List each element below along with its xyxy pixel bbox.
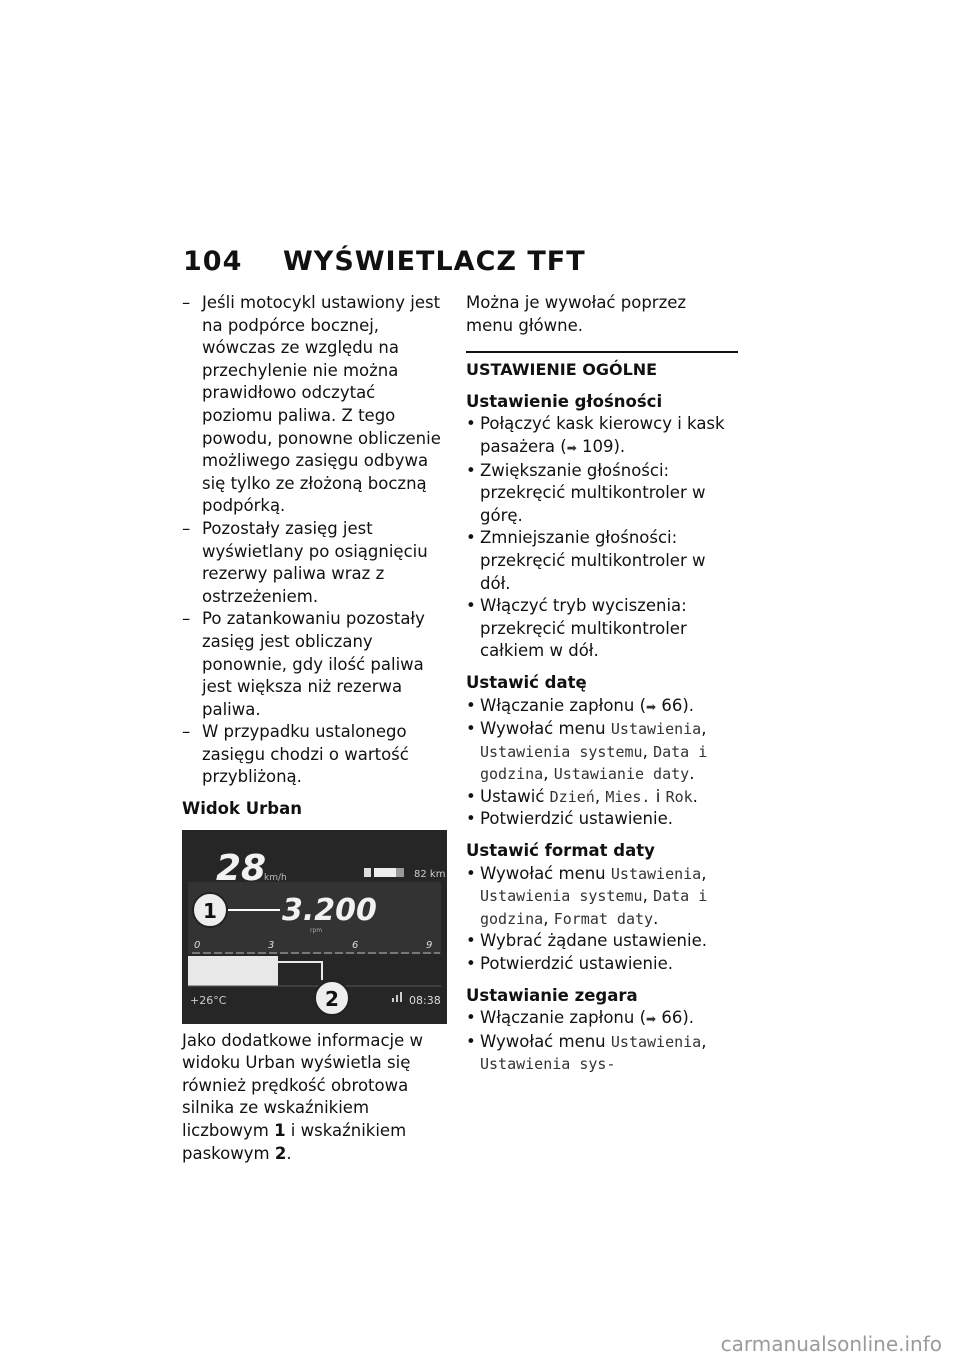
tft-scale-label: 0 bbox=[194, 939, 201, 951]
menu-path: Ustawienia bbox=[610, 864, 702, 883]
left-column bbox=[182, 292, 446, 1165]
tft-speed-unit: km/h bbox=[264, 872, 287, 883]
urban-description: Jako dodatkowe informacje w widoku Urban wyświetla się również prędkość obrotowa silnika ze wskaźnikiem liczbowym 1 i wskaźnikiem paskowym 2. bbox=[182, 1030, 424, 1163]
list-item: • Wywołać menu Ustawienia, Ustawienia systemu, Data i godzina, Format daty. bbox=[466, 863, 708, 928]
svg-text:2: 2 bbox=[325, 986, 339, 1011]
menu-path: Data i godzina bbox=[480, 742, 708, 784]
date-heading: Ustawić datę bbox=[466, 672, 587, 692]
tft-display-image bbox=[182, 830, 447, 1024]
menu-path: Mies. bbox=[605, 787, 651, 806]
menu-path: Ustawianie daty bbox=[553, 765, 690, 784]
page-header bbox=[183, 246, 586, 277]
volume-heading: Ustawienie głośności bbox=[466, 391, 663, 411]
list-item: • Włączanie zapłonu (➡ 66). bbox=[466, 1008, 695, 1028]
fuel-gauge-icon bbox=[364, 868, 404, 877]
list-item: • Połączyć kask kierowcy i kask pasażera (➡ 109). bbox=[466, 414, 725, 456]
list-item: • Ustawić Dzień, Mies. i Rok. bbox=[466, 786, 698, 806]
list-item: – W przypadku ustalonego zasięgu chodzi o wartość przybliżoną. bbox=[182, 722, 409, 787]
list-item: • Potwierdzić ustawienie. bbox=[466, 954, 673, 974]
list-item: – Pozostały zasięg jest wyświetlany po osiągnięciu rezerwy paliwa wraz z ostrzeżeniem. bbox=[182, 518, 428, 606]
page-reference-arrow-icon: ➡ bbox=[646, 699, 657, 714]
menu-path: Ustawienia systemu bbox=[480, 887, 643, 906]
clock-heading: Ustawianie zegara bbox=[466, 985, 638, 1005]
menu-path: Format daty bbox=[553, 909, 654, 928]
callout-2-icon bbox=[315, 981, 349, 1015]
tft-rpm-unit: rpm bbox=[310, 926, 323, 934]
list-item: • Potwierdzić ustawienie. bbox=[466, 809, 673, 829]
page-reference-arrow-icon: ➡ bbox=[566, 440, 577, 455]
list-item: • Zmniejszanie głośności: przekręcić multikontroler w dół. bbox=[466, 528, 706, 593]
menu-path: Rok bbox=[665, 787, 693, 806]
svg-text:1: 1 bbox=[203, 898, 217, 923]
list-item: • Wywołać menu Ustawienia, Ustawienia systemu, Data i godzina, Ustawianie daty. bbox=[466, 719, 708, 784]
tft-scale-label: 3 bbox=[268, 939, 275, 951]
page-reference-arrow-icon: ➡ bbox=[646, 1012, 657, 1027]
tft-scale-label: 9 bbox=[426, 939, 433, 951]
urban-heading: Widok Urban bbox=[182, 799, 302, 819]
tft-rpm: 3.200 bbox=[282, 892, 377, 928]
right-column bbox=[466, 292, 738, 1076]
rpm-bar bbox=[188, 956, 278, 986]
list-item: • Wywołać menu Ustawienia, Ustawienia sys- bbox=[466, 1031, 707, 1074]
list-item: • Włączanie zapłonu (➡ 66). bbox=[466, 695, 695, 715]
tft-speed: 28 bbox=[216, 847, 267, 889]
callout-1-icon bbox=[193, 893, 227, 927]
tft-temp: +26°C bbox=[190, 993, 227, 1007]
date-format-heading: Ustawić format daty bbox=[466, 841, 655, 861]
menu-path: Ustawienia sys- bbox=[480, 1055, 616, 1074]
list-item: – Po zatankowaniu pozostały zasięg jest obliczany ponownie, gdy ilość paliwa jest większa niż rezerwa paliwa. bbox=[182, 609, 425, 719]
tft-scale-label: 6 bbox=[352, 939, 359, 951]
callout-reference: 2 bbox=[274, 1143, 287, 1163]
callout-reference: 1 bbox=[274, 1121, 286, 1141]
section-heading: USTAWIENIE OGÓLNE bbox=[466, 351, 738, 382]
page-title: WYŚWIETLACZ TFT bbox=[283, 246, 586, 277]
menu-path: Ustawienia systemu bbox=[480, 742, 643, 761]
menu-path: Ustawienia bbox=[610, 720, 702, 739]
tft-time: 08:38 bbox=[409, 993, 441, 1007]
page-number: 104 bbox=[183, 246, 243, 277]
menu-path: Ustawienia bbox=[610, 1032, 702, 1051]
list-item: • Wybrać żądane ustawienie. bbox=[466, 931, 707, 951]
watermark-link[interactable]: carmanualsonline.info bbox=[720, 1332, 942, 1356]
list-item: • Włączyć tryb wyciszenia: przekręcić multikontroler całkiem w dół. bbox=[466, 596, 687, 661]
list-item: • Zwiększanie głośności: przekręcić multikontroler w górę. bbox=[466, 460, 706, 525]
intro-text: Można je wywołać poprzez menu główne. bbox=[466, 293, 687, 335]
menu-path: Dzień bbox=[549, 787, 595, 806]
menu-path: Data i godzina bbox=[480, 887, 708, 928]
tft-range: 82 km bbox=[414, 868, 446, 880]
list-item: – Jeśli motocykl ustawiony jest na podpórce bocznej, wówczas ze względu na przechylenie nie można prawidłowo odczytać poziomu paliwa. Z tego powodu, ponowne obliczenie możliwego zasięgu odbywa się tylko ze złożoną boczną podpórką. bbox=[182, 293, 441, 516]
